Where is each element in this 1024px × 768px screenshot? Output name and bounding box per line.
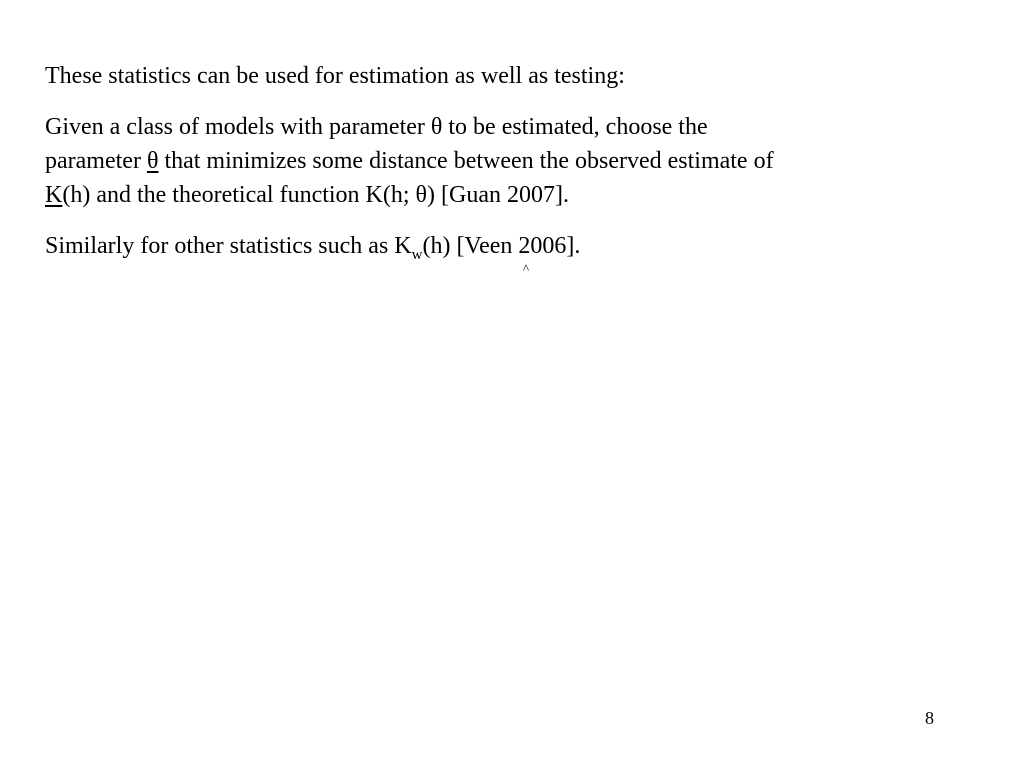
paragraph-line-3 (45, 178, 774, 212)
k-estimate-symbol: K (45, 182, 63, 208)
paragraph-text: These statistics can be used for estimation as well as testing: (45, 63, 625, 89)
theta-estimate-symbol: θ (146, 148, 159, 174)
paragraph-text-start: Similarly for other statistics such as K (45, 233, 412, 259)
paragraph-line-2 (45, 144, 774, 178)
paragraph-other-statistics (45, 229, 580, 266)
line-2-end: that minimizes some distance between the observed estimate of (158, 148, 774, 174)
hat-mark: ^ (523, 261, 530, 276)
line-2-start: parameter (45, 148, 147, 174)
paragraph-estimation-testing (45, 59, 625, 93)
page-number: 8 (925, 708, 934, 728)
paragraph-line-1: Given a class of models with parameter θ to be estimated, choose the (45, 114, 708, 140)
line-3-end: (h) and the theoretical function K(h; θ) [Guan 2007]. (62, 182, 570, 208)
paragraph-model-parameter (45, 110, 774, 212)
subscript-w: w (411, 247, 423, 263)
paragraph-text-end: (h) [Veen 2006]. (422, 233, 581, 259)
